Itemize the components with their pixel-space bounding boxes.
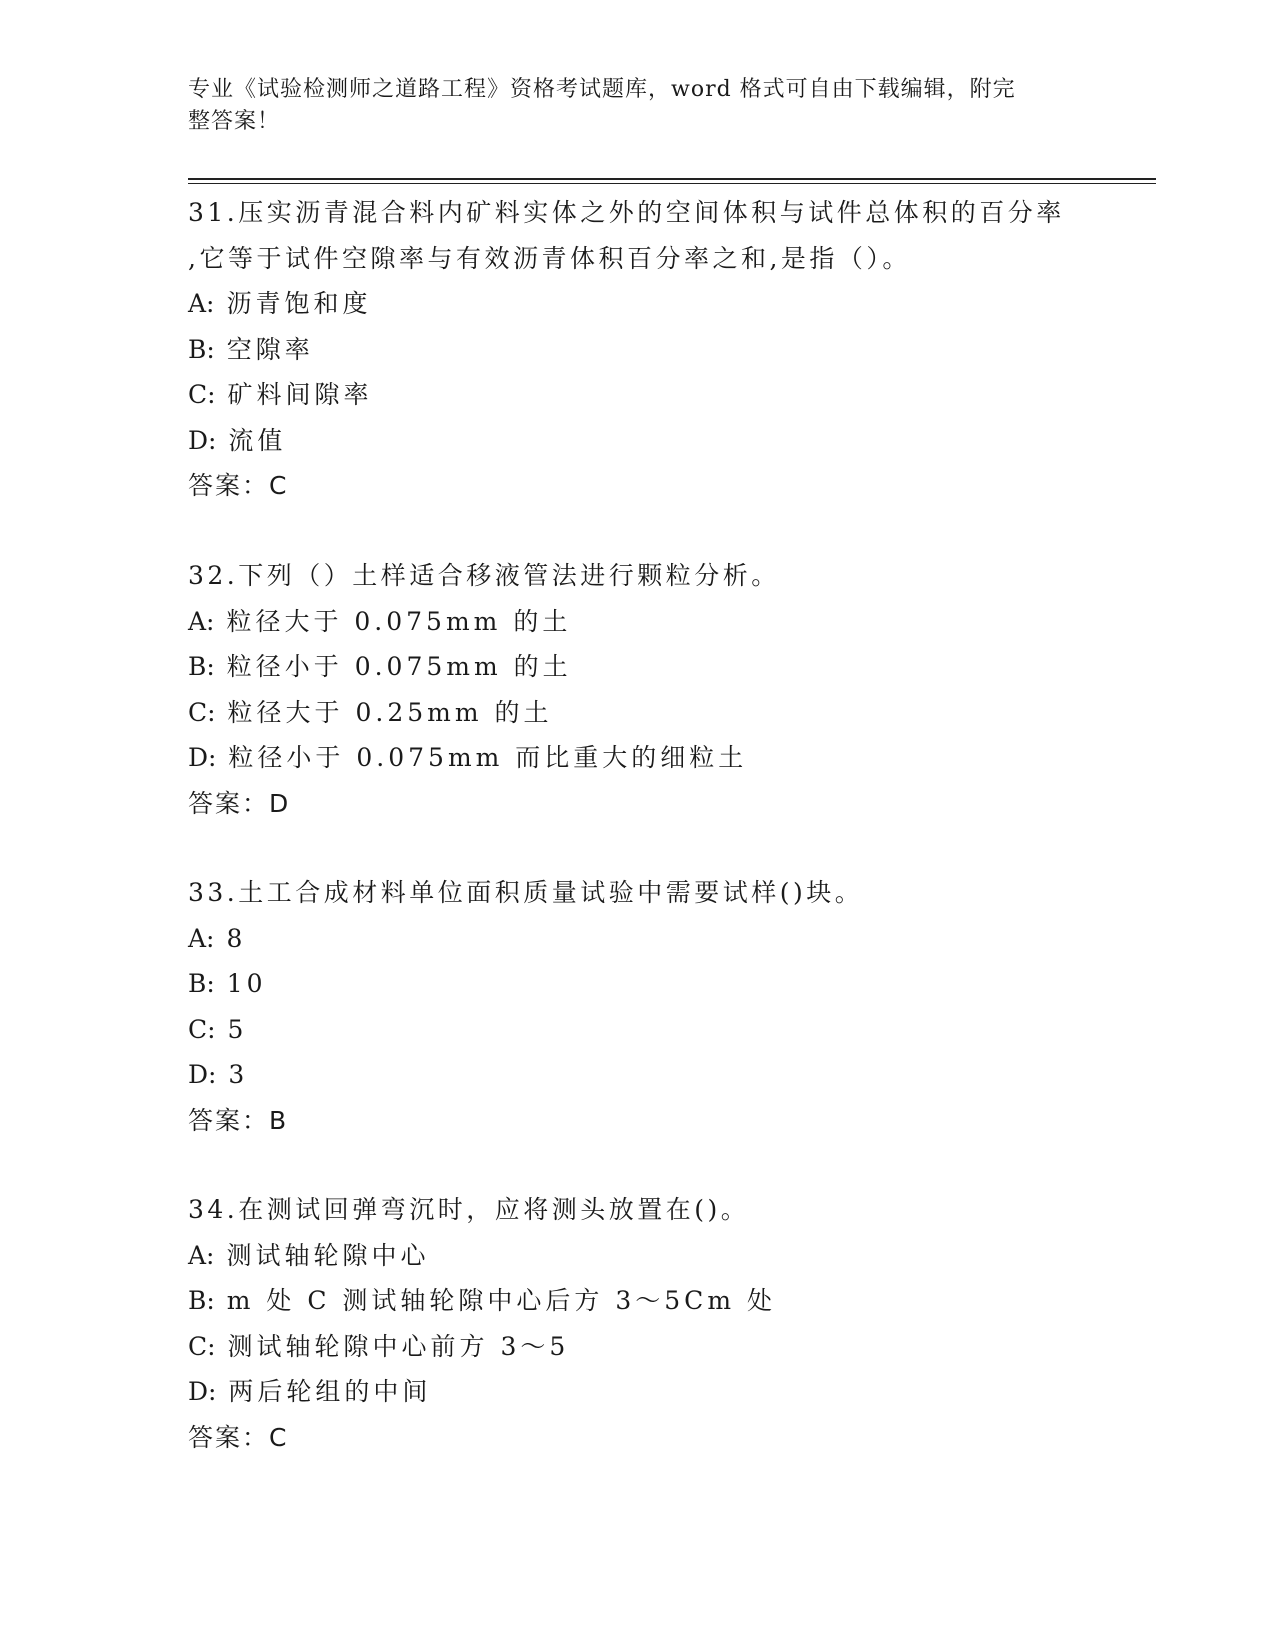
option-label: D: <box>188 1060 217 1089</box>
option-label: D: <box>188 743 217 772</box>
option-label: D: <box>188 425 217 455</box>
option-text: 沥青饱和度 <box>226 289 372 318</box>
option-b <box>188 644 1168 690</box>
option-label: A: <box>188 289 215 318</box>
option-label: C: <box>188 697 216 727</box>
option-b <box>188 1278 1168 1324</box>
option-text: 流值 <box>228 425 287 455</box>
question-stem-line: 33.土工合成材料单位面积质量试验中需要试样()块。 <box>188 878 864 907</box>
option-label: C: <box>188 1014 216 1044</box>
question-31 <box>188 190 1168 509</box>
option-c <box>188 1007 1168 1053</box>
option-a <box>188 281 1168 327</box>
option-label: B: <box>188 334 215 364</box>
option-text: m 处 C 测试轴轮隙中心后方 3～5Cm 处 <box>226 1286 776 1315</box>
option-a <box>188 599 1168 645</box>
answer-line: 答案：C <box>188 471 289 500</box>
option-text: 8 <box>226 923 247 953</box>
option-label: B: <box>188 969 215 998</box>
answer-line: 答案：D <box>188 788 291 818</box>
option-b <box>188 961 1168 1007</box>
option-text: 粒径大于 0.25mm 的土 <box>227 697 553 727</box>
option-label: C: <box>188 1331 216 1361</box>
option-label: B: <box>188 652 215 681</box>
option-text: 3 <box>228 1060 249 1089</box>
option-text: 10 <box>226 969 267 998</box>
option-text: 5 <box>227 1014 248 1044</box>
question-33 <box>188 870 1168 1143</box>
header-line-2: 整答案！ <box>188 109 281 134</box>
option-text: 测试轴轮隙中心前方 3～5 <box>227 1331 570 1361</box>
answer-line: 答案：C <box>188 1422 289 1452</box>
option-text: 矿料间隙率 <box>227 380 373 409</box>
answer-line: 答案：B <box>188 1105 289 1135</box>
question-34 <box>188 1187 1168 1460</box>
option-a <box>188 1233 1168 1279</box>
option-text: 粒径小于 0.075mm 而比重大的细粒土 <box>228 743 748 772</box>
option-label: D: <box>188 1377 217 1406</box>
option-d <box>188 1052 1168 1098</box>
header-line-1: 专业《试验检测师之道路工程》资格考试题库，word 格式可自由下载编辑，附完 <box>188 77 1016 102</box>
option-label: B: <box>188 1286 215 1315</box>
option-d <box>188 1369 1168 1415</box>
option-label: C: <box>188 380 216 409</box>
question-stem-line: 32.下列（）土样适合移液管法进行颗粒分析。 <box>188 561 780 590</box>
document-header <box>188 74 1068 138</box>
option-text: 空隙率 <box>226 334 314 364</box>
option-text: 粒径小于 0.075mm 的土 <box>226 652 572 681</box>
option-c <box>188 372 1168 418</box>
header-divider-thin <box>188 183 1156 184</box>
option-text: 两后轮组的中间 <box>228 1377 432 1406</box>
option-text: 粒径大于 0.075mm 的土 <box>226 606 572 636</box>
option-d <box>188 418 1168 464</box>
question-stem-line: 31.压实沥青混合料内矿料实体之外的空间体积与试件总体积的百分率 <box>188 198 1065 227</box>
question-32 <box>188 553 1168 826</box>
option-a <box>188 916 1168 962</box>
option-label: A: <box>188 923 215 953</box>
option-c <box>188 1324 1168 1370</box>
option-label: A: <box>188 606 215 636</box>
option-label: A: <box>188 1240 215 1270</box>
header-divider-thick <box>188 178 1156 180</box>
option-c <box>188 690 1168 736</box>
option-text: 测试轴轮隙中心 <box>226 1240 430 1270</box>
option-d <box>188 735 1168 781</box>
option-b <box>188 327 1168 373</box>
question-stem-line: ,它等于试件空隙率与有效沥青体积百分率之和,是指（）。 <box>188 243 911 273</box>
question-stem-line: 34.在测试回弹弯沉时，应将测头放置在()。 <box>188 1195 750 1224</box>
